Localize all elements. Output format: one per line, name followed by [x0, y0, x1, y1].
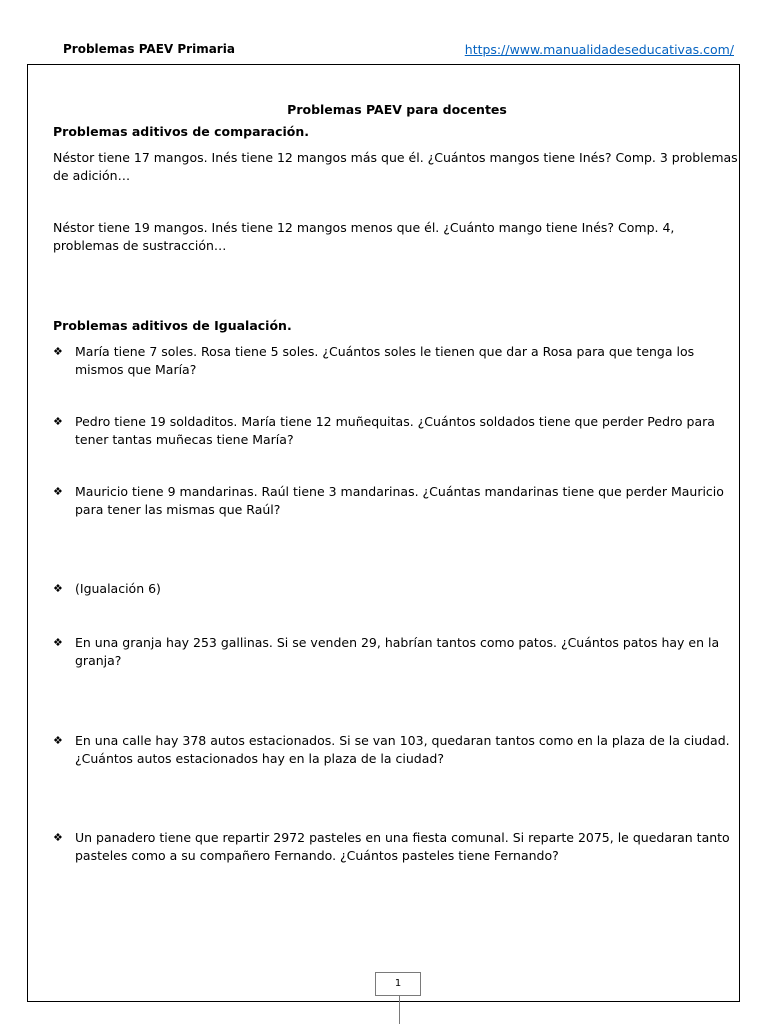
list-item-text: Pedro tiene 19 soldaditos. María tiene 12 muñequitas. ¿Cuántos soldados tiene que perder Pedro para tener tantas muñecas tiene María? — [75, 414, 715, 447]
diamond-bullet-icon: ❖ — [53, 415, 63, 428]
problem-list — [53, 343, 741, 865]
header-title: Problemas PAEV Primaria — [63, 42, 235, 56]
list-item — [53, 343, 741, 379]
paragraph: Néstor tiene 19 mangos. Inés tiene 12 mangos menos que él. ¿Cuánto mango tiene Inés? Comp. 4, problemas de sustracción… — [53, 220, 675, 253]
diamond-bullet-icon: ❖ — [53, 345, 63, 358]
list-item — [53, 829, 741, 865]
document-title: Problemas PAEV para docentes — [287, 102, 507, 117]
diamond-bullet-icon: ❖ — [53, 636, 63, 649]
list-item-text: Un panadero tiene que repartir 2972 pasteles en una fiesta comunal. Si reparte 2075, le quedaran tanto pasteles como a su compañero Fernando. ¿Cuántos pasteles tiene Fernando? — [75, 830, 730, 863]
list-item-text: En una granja hay 253 gallinas. Si se venden 29, habrían tantos como patos. ¿Cuántos patos hay en la granja? — [75, 635, 720, 668]
list-item — [53, 413, 741, 449]
list-item — [53, 483, 741, 519]
list-item-text: Mauricio tiene 9 mandarinas. Raúl tiene 3 mandarinas. ¿Cuántas mandarinas tiene que perder Mauricio para tener las mismas que Raúl? — [75, 484, 724, 517]
diamond-bullet-icon: ❖ — [53, 582, 63, 595]
document-content — [53, 101, 741, 865]
list-item-text: En una calle hay 378 autos estacionados. Si se van 103, quedaran tantos como en la plaza de la ciudad. ¿Cuántos autos estacionados hay en la plaza de la ciudad? — [75, 733, 730, 766]
page-number-connector — [399, 996, 400, 1024]
page-border — [27, 64, 740, 1002]
list-item — [53, 580, 741, 598]
list-item-text: María tiene 7 soles. Rosa tiene 5 soles. ¿Cuántos soles le tienen que dar a Rosa para que tenga los mismos que María? — [75, 344, 695, 377]
list-item — [53, 732, 741, 768]
diamond-bullet-icon: ❖ — [53, 734, 63, 747]
section-heading-comparacion: Problemas aditivos de comparación. — [53, 124, 310, 139]
website-link[interactable]: https://www.manualidadeseducativas.com/ — [464, 42, 734, 57]
diamond-bullet-icon: ❖ — [53, 485, 63, 498]
section-heading-igualacion: Problemas aditivos de Igualación. — [53, 318, 292, 333]
list-item — [53, 634, 741, 670]
diamond-bullet-icon: ❖ — [53, 831, 63, 844]
page-number: 1 — [375, 972, 421, 996]
paragraph: Néstor tiene 17 mangos. Inés tiene 12 mangos más que él. ¿Cuántos mangos tiene Inés? Comp. 3 problemas de adición… — [53, 150, 738, 183]
list-item-text: (Igualación 6) — [75, 581, 161, 596]
